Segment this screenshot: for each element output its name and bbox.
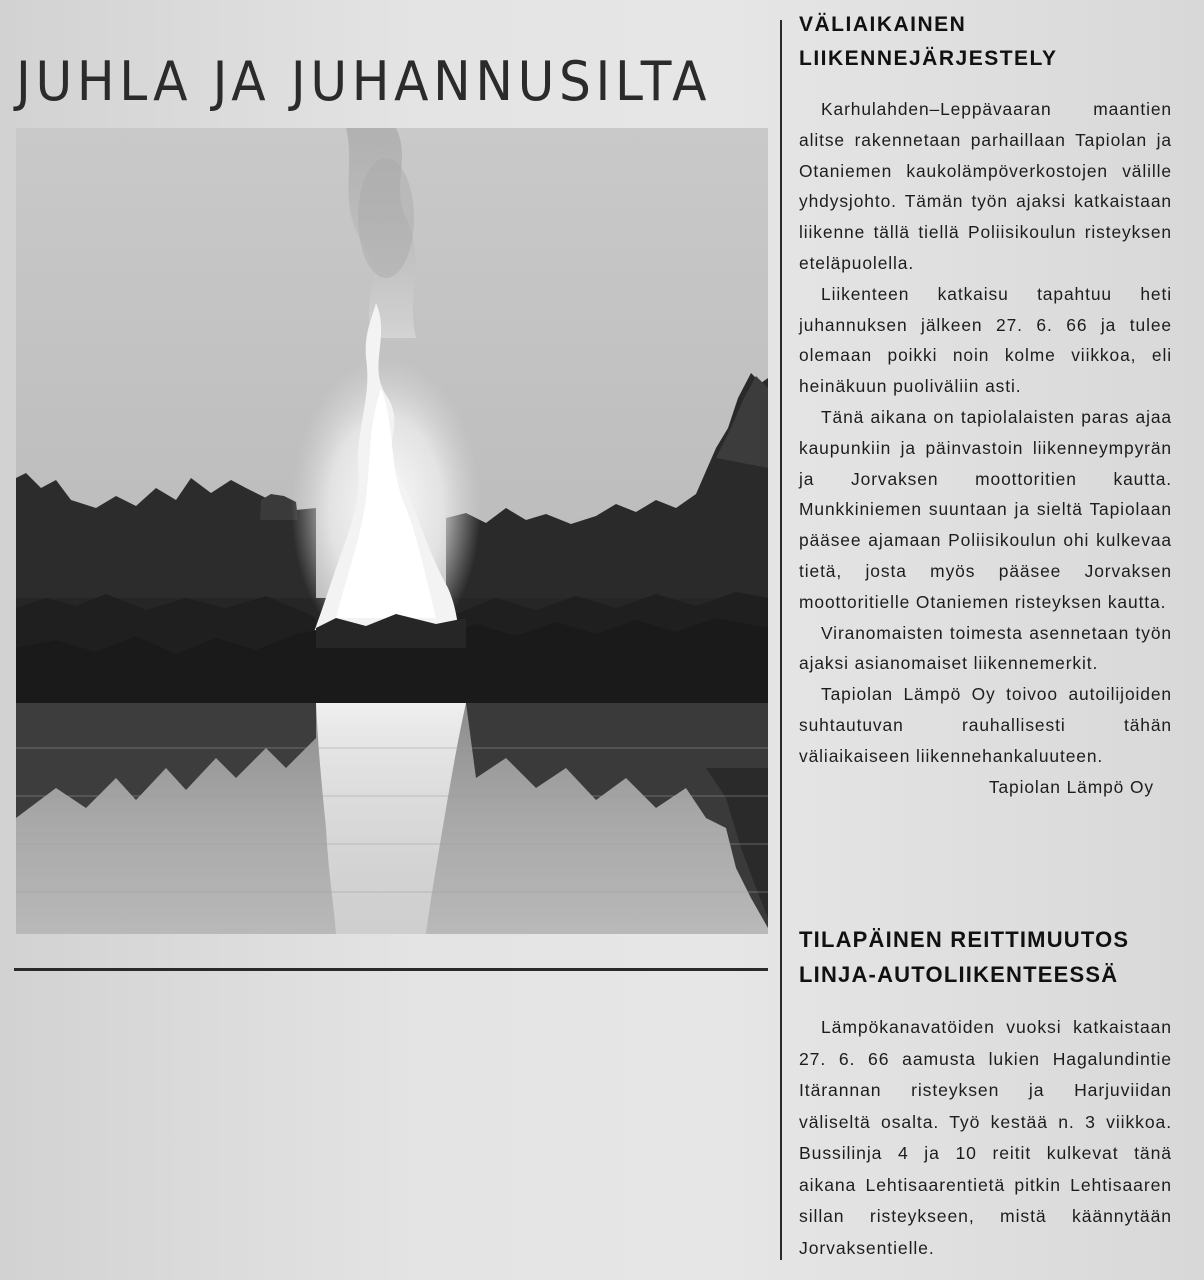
page-title: JUHLA JA JUHANNUSILTA <box>16 50 712 114</box>
column-divider <box>780 20 782 1260</box>
horizontal-rule <box>14 968 768 971</box>
bonfire-photo <box>16 128 768 934</box>
article-traffic-heading <box>799 8 1172 76</box>
article-traffic-heading-line1: VÄLIAIKAINEN <box>799 13 967 36</box>
article-bus-body <box>799 1012 1172 1264</box>
article-bus-paragraph: Lämpökanavatöiden vuoksi katkaistaan 27. 6. 66 aamusta lukien Hagalundintie Itärannan risteyksen ja Harjuviidan väliseltä osalta. Työ kestää n. 3 viikkoa. Bussilinja 4 ja 10 reitit kulkevat tänä aikana Lehtisaarentietä pitkin Lehtisaaren sillan risteykseen, mistä käännytään Jorvaksentielle. <box>799 1017 1172 1258</box>
article-traffic-paragraph: Karhulahden–Leppävaaran maantien alitse rakennetaan parhaillaan Tapiolan ja Otaniemen kaukolämpöverkostojen välille yhdysjohto. Tämän työn ajaksi katkaistaan liikenne tällä tiellä Poliisikoulun risteyksen eteläpuolella. <box>799 99 1172 273</box>
article-bus-heading-line1: TILAPÄINEN REITTIMUUTOS <box>799 927 1130 952</box>
article-bus <box>799 922 1172 1264</box>
article-traffic <box>799 8 1172 802</box>
article-traffic-body <box>799 94 1172 802</box>
article-traffic-paragraph: Viranomaisten toimesta asennetaan työn ajaksi asianomaiset liikennemerkit. <box>799 622 1172 674</box>
article-traffic-paragraph: Tapiolan Lämpö Oy toivoo autoilijoiden suhtautuvan rauhallisesti tähän väliaikaiseen liikennehankaluuteen. <box>799 684 1172 766</box>
article-bus-heading <box>799 922 1172 992</box>
article-traffic-paragraph: Tänä aikana on tapiolalaisten paras ajaa kaupunkiin ja päinvastoin liikenneympyrän ja Jorvaksen moottoritien kautta. Munkkiniemen suuntaan ja sieltä Tapiolaan pääsee ajamaan Poliisikoulun ohi kulkevaa tietä, josta myös pääsee Jorvaksen moottoritielle Otaniemen risteyksen kautta. <box>799 406 1172 612</box>
article-traffic-paragraph: Liikenteen katkaisu tapahtuu heti juhannuksen jälkeen 27. 6. 66 ja tulee olemaan poikki noin kolme viikkoa, eli heinäkuun puoliväliin asti. <box>799 283 1172 397</box>
article-traffic-heading-line2: LIIKENNEJÄRJESTELY <box>799 47 1058 70</box>
article-bus-heading-line2: LINJA-AUTOLIIKENTEESSÄ <box>799 962 1119 987</box>
bonfire-photo-image <box>16 128 768 934</box>
article-traffic-signature: Tapiolan Lämpö Oy <box>988 776 1154 797</box>
